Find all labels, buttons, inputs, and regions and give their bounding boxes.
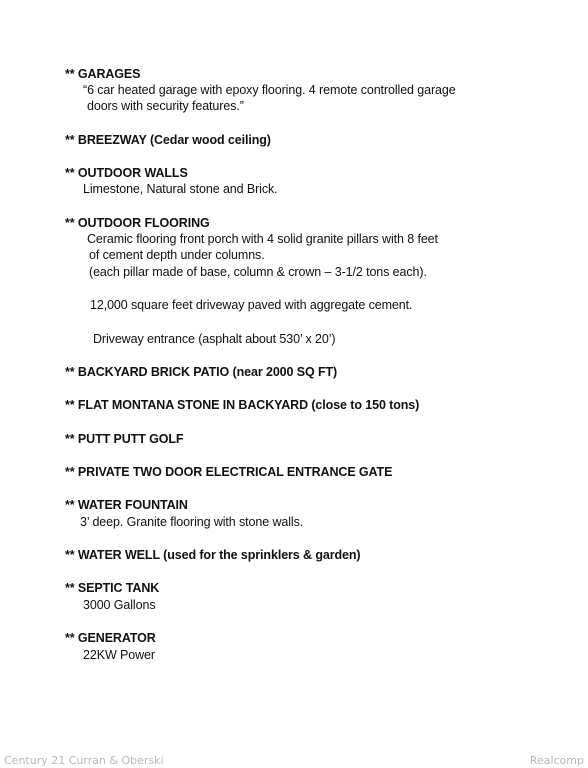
outdoor-flooring-line-1: Ceramic flooring front porch with 4 solid granite pillars with 8 feet: [87, 232, 438, 246]
outdoor-flooring-heading: ** OUTDOOR FLOORING: [65, 216, 210, 230]
septic-tank-heading: ** SEPTIC TANK: [65, 581, 160, 595]
garages-heading: ** GARAGES: [65, 67, 141, 81]
outdoor-flooring-line-4: 12,000 square feet driveway paved with aggregate cement.: [90, 298, 413, 312]
garages-line-2: doors with security features.”: [87, 99, 244, 113]
footer-brokerage-watermark: Century 21 Curran & Oberski: [4, 754, 164, 767]
outdoor-flooring-line-5: Driveway entrance (asphalt about 530’ x 20’): [93, 332, 336, 346]
backyard-patio-heading: ** BACKYARD BRICK PATIO (near 2000 SQ FT): [65, 365, 338, 379]
outdoor-flooring-line-2: of cement depth under columns.: [89, 248, 265, 262]
footer-mls-watermark: Realcomp: [529, 754, 584, 767]
water-fountain-heading: ** WATER FOUNTAIN: [65, 498, 188, 512]
generator-heading: ** GENERATOR: [65, 631, 156, 645]
septic-tank-line-1: 3000 Gallons: [83, 598, 156, 612]
putt-putt-heading: ** PUTT PUTT GOLF: [65, 432, 184, 446]
entrance-gate-heading: ** PRIVATE TWO DOOR ELECTRICAL ENTRANCE GATE: [65, 465, 393, 479]
water-fountain-line-1: 3’ deep. Granite flooring with stone walls.: [80, 515, 304, 529]
generator-line-1: 22KW Power: [83, 648, 155, 662]
outdoor-walls-line-1: Limestone, Natural stone and Brick.: [83, 182, 278, 196]
outdoor-walls-heading: ** OUTDOOR WALLS: [65, 166, 188, 180]
breezeway-heading: ** BREEZWAY (Cedar wood ceiling): [65, 133, 271, 147]
garages-line-1: “6 car heated garage with epoxy flooring. 4 remote controlled garage: [83, 83, 456, 97]
water-well-heading: ** WATER WELL (used for the sprinklers & garden): [65, 548, 361, 562]
outdoor-flooring-line-3: (each pillar made of base, column & crown – 3-1/2 tons each).: [89, 265, 427, 279]
montana-stone-heading: ** FLAT MONTANA STONE IN BACKYARD (close to 150 tons): [65, 398, 420, 412]
